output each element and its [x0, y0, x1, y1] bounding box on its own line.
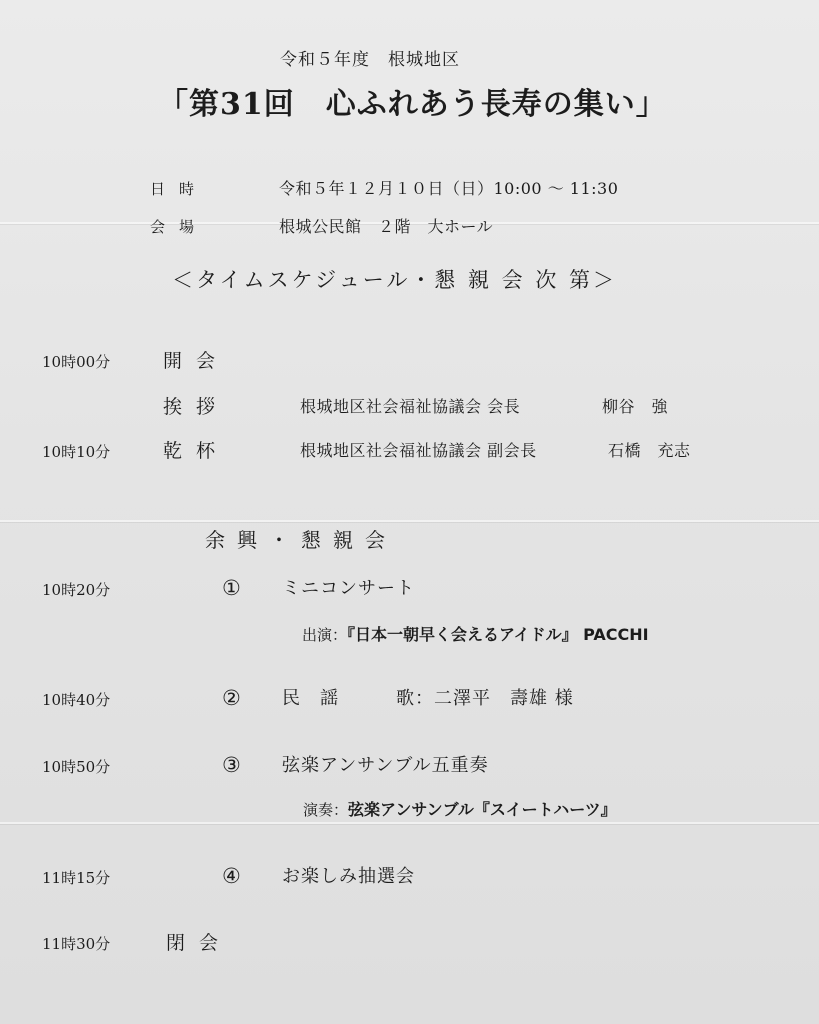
- performer-label: 出演：: [302, 626, 348, 644]
- number-3: ③: [222, 753, 241, 777]
- greeting-organization: 根城地区社会福祉協議会 会長: [300, 397, 521, 416]
- venue-label: 会場: [150, 218, 209, 236]
- item-closing: 閉会: [166, 932, 233, 954]
- number-4: ④: [222, 864, 241, 888]
- item-toast: 乾杯: [163, 440, 230, 462]
- performer-name: 『日本一朝早く会えるアイドル』 PACCHI: [347, 625, 649, 644]
- greeting-person: 柳谷 強: [602, 397, 669, 416]
- time-ensemble: 10時50分: [42, 758, 111, 776]
- time-folk-song: 10時40分: [42, 691, 111, 709]
- paper-fold-line: [0, 822, 819, 824]
- folk-song-title: 民 謡: [282, 688, 339, 709]
- performer-label: 演奏：: [303, 801, 349, 819]
- event-title: 「第31回 心ふれあう長寿の集い」: [158, 87, 667, 122]
- lottery-title: お楽しみ抽選会: [282, 866, 415, 887]
- toast-person: 石橋 充志: [608, 441, 691, 460]
- date-label: 日時: [150, 180, 209, 198]
- item-opening: 開会: [163, 350, 230, 372]
- item-greeting: 挨拶: [163, 396, 230, 418]
- time-toast: 10時10分: [42, 443, 111, 461]
- time-closing: 11時30分: [42, 935, 111, 953]
- toast-organization: 根城地区社会福祉協議会 副会長: [300, 441, 537, 460]
- time-concert: 10時20分: [42, 581, 111, 599]
- date-value: 令和５年１２月１０日（日）10:00 ～ 11:30: [279, 179, 619, 198]
- folk-song-singer: 歌：二澤平 壽雄 様: [396, 688, 574, 709]
- ensemble-title: 弦楽アンサンブル五重奏: [282, 755, 489, 776]
- concert-performer: [302, 627, 649, 643]
- concert-title: ミニコンサート: [282, 578, 415, 599]
- year-district: 令和５年度 根城地区: [280, 50, 460, 70]
- ensemble-performer: [303, 802, 617, 818]
- paper-fold-line: [0, 520, 819, 522]
- entertainment-heading: 余興・懇親会: [205, 528, 397, 552]
- number-2: ②: [222, 686, 241, 710]
- time-lottery: 11時15分: [42, 869, 111, 887]
- time-opening: 10時00分: [42, 353, 111, 371]
- venue-value: 根城公民館 ２階 大ホール: [279, 217, 494, 236]
- performer-name: 弦楽アンサンブル『スイートハーツ』: [348, 800, 617, 819]
- schedule-heading: ＜タイムスケジュール・懇 親 会 次 第＞: [172, 268, 618, 292]
- number-1: ①: [222, 576, 241, 600]
